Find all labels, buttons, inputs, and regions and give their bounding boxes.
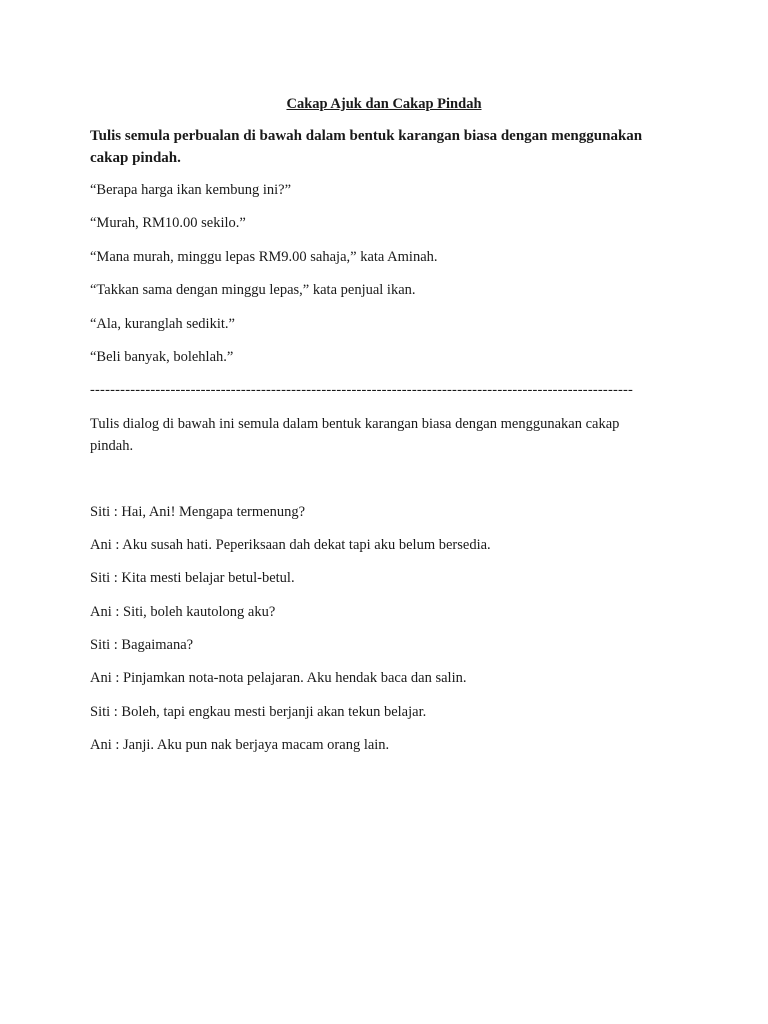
dialog-line: Ani : Janji. Aku pun nak berjaya macam orang lain. <box>90 737 390 753</box>
dialog-line: Siti : Bagaimana? <box>90 637 194 653</box>
instruction-2-line-1: Tulis dialog di bawah ini semula dalam bentuk karangan biasa dengan menggunakan cakap <box>90 416 620 432</box>
quote-line: “Mana murah, minggu lepas RM9.00 sahaja,” kata Aminah. <box>90 249 438 265</box>
instruction-1-line-1: Tulis semula perbualan di bawah dalam bentuk karangan biasa dengan menggunakan <box>90 128 643 144</box>
quote-line: “Murah, RM10.00 sekilo.” <box>90 215 246 231</box>
quote-line: “Ala, kuranglah sedikit.” <box>90 316 235 332</box>
quote-line: “Takkan sama dengan minggu lepas,” kata penjual ikan. <box>90 282 416 298</box>
dialog-line: Siti : Kita mesti belajar betul-betul. <box>90 570 295 586</box>
dialog-line: Ani : Pinjamkan nota-nota pelajaran. Aku hendak baca dan salin. <box>90 670 467 686</box>
section-divider: ------------------------------------------------------------------------------------------------------------ <box>90 382 634 398</box>
dialog-line: Siti : Boleh, tapi engkau mesti berjanji akan tekun belajar. <box>90 704 427 720</box>
dialog-line: Ani : Aku susah hati. Peperiksaan dah dekat tapi aku belum bersedia. <box>90 537 491 553</box>
quote-line: “Berapa harga ikan kembung ini?” <box>90 182 292 198</box>
instruction-2-line-2: pindah. <box>90 438 134 454</box>
dialog-line: Siti : Hai, Ani! Mengapa termenung? <box>90 504 306 520</box>
page-title: Cakap Ajuk dan Cakap Pindah <box>286 96 482 112</box>
quote-line: “Beli banyak, bolehlah.” <box>90 349 234 365</box>
instruction-1-line-2: cakap pindah. <box>90 150 181 166</box>
dialog-line: Ani : Siti, boleh kautolong aku? <box>90 604 276 620</box>
